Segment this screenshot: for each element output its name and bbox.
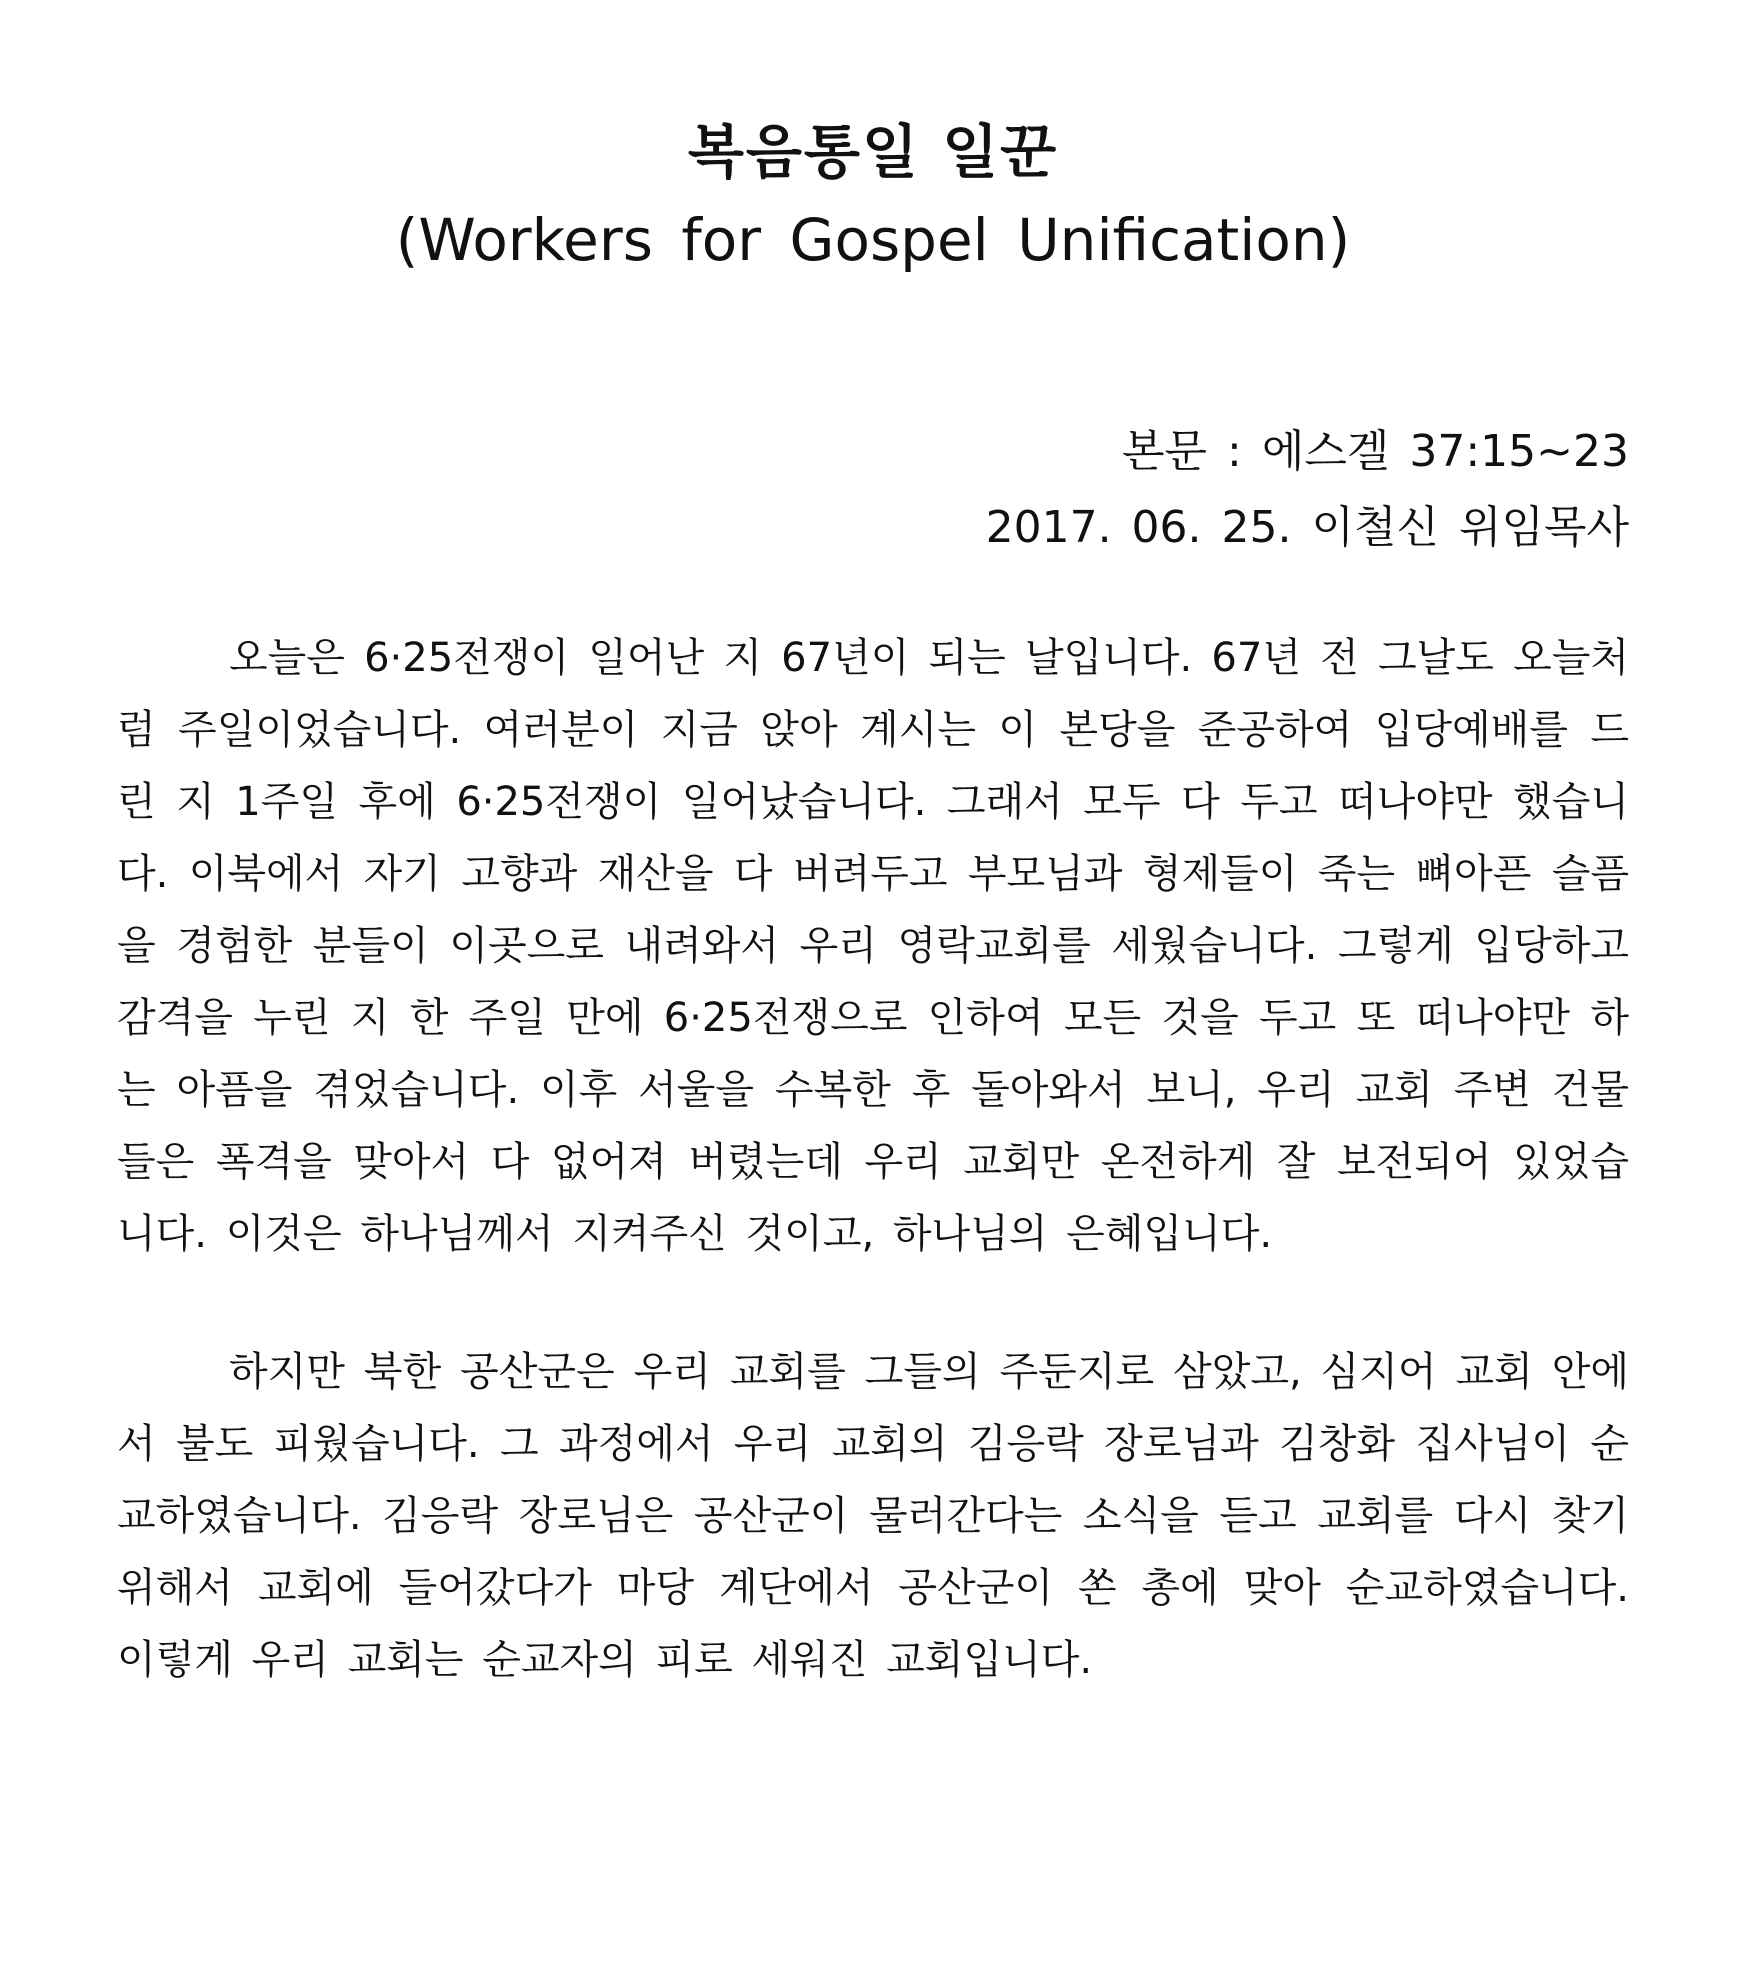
sermon-meta: [117, 414, 1629, 566]
scripture-reference: 본문 : 에스겔 37:15~23: [1122, 426, 1629, 477]
body-paragraph: 오늘은 6·25전쟁이 일어난 지 67년이 되는 날입니다. 67년 전 그날도 오늘처럼 주일이었습니다. 여러분이 지금 앉아 계시는 이 본당을 준공하여 입당예배를 드린 지 1주일 후에 6·25전쟁이 일어났습니다. 그래서 모두 다 두고 떠나야만 했습니다. 이북에서 자기 고향과 재산을 다 버려두고 부모님과 형제들이 죽는 뼈아픈 슬픔을 경험한 분들이 이곳으로 내려와서 우리 영락교회를 세웠습니다. 그렇게 입당하고 감격을 누린 지 한 주일 만에 6·25전쟁으로 인하여 모든 것을 두고 또 떠나야만 하는 아픔을 겪었습니다. 이후 서울을 수복한 후 돌아와서 보니, 우리 교회 주변 건물들은 폭격을 맞아서 다 없어져 버렸는데 우리 교회만 온전하게 잘 보전되어 있었습니다. 이것은 하나님께서 지켜주신 것이고, 하나님의 은혜입니다.: [117, 635, 1629, 1257]
title-block: [117, 0, 1629, 284]
body-paragraph: 하지만 북한 공산군은 우리 교회를 그들의 주둔지로 삼았고, 심지어 교회 안에서 불도 피웠습니다. 그 과정에서 우리 교회의 김응락 장로님과 김창화 집사님이 순교하였습니다. 김응락 장로님은 공산군이 물러간다는 소식을 듣고 교회를 다시 찾기 위해서 교회에 들어갔다가 마당 계단에서 공산군이 쏜 총에 맞아 순교하였습니다. 이렇게 우리 교회는 순교자의 피로 세워진 교회입니다.: [117, 1349, 1629, 1683]
sermon-title-korean: 복음통일 일꾼: [687, 118, 1059, 186]
sermon-title-english: (Workers for Gospel Unification): [395, 206, 1351, 274]
date-and-author: 2017. 06. 25. 이철신 위임목사: [985, 502, 1629, 553]
sermon-body: [117, 622, 1629, 1696]
